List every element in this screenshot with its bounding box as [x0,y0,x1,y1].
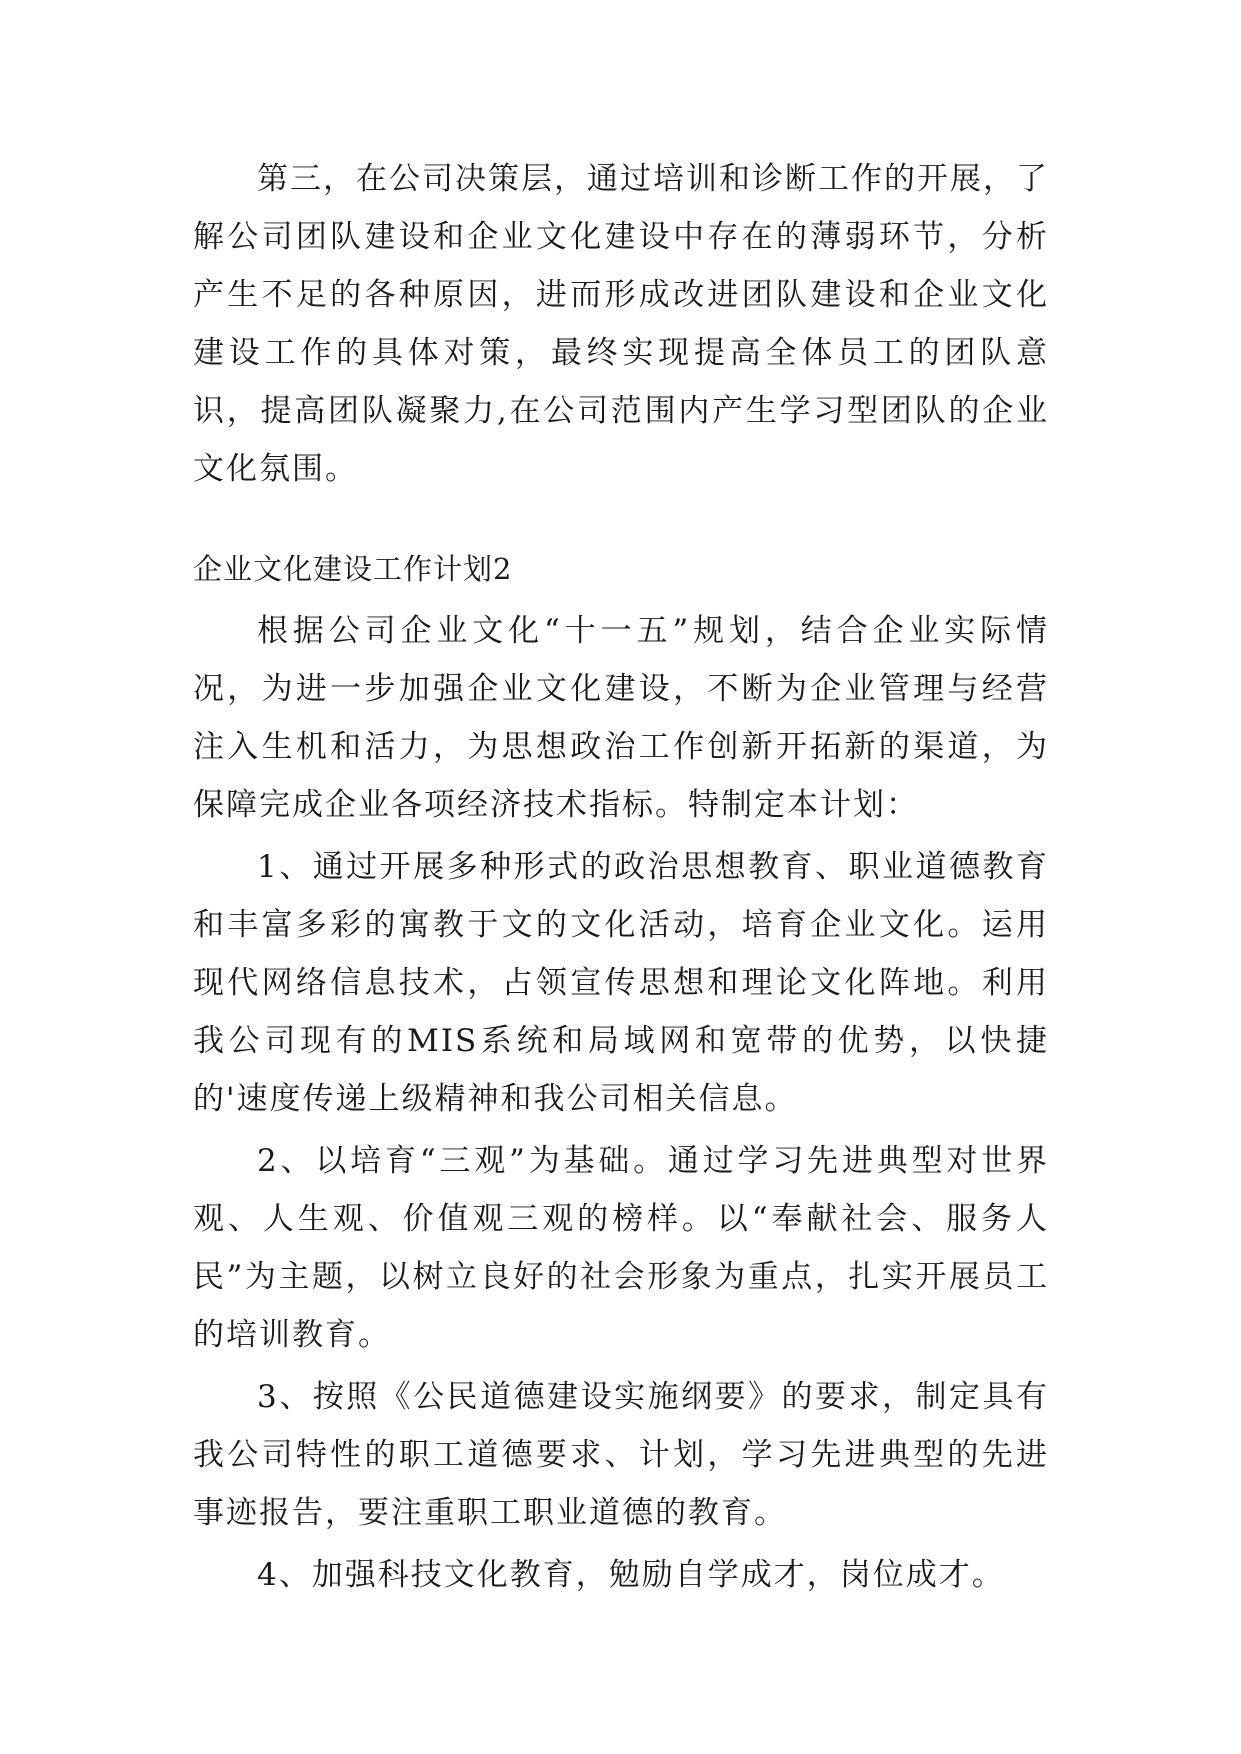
section-heading: 企业文化建设工作计划2 [193,552,513,586]
list-item-1: 1、通过开展多种形式的政治思想教育、职业道德教育和丰富多彩的寓教于文的文化活动，培育企业文化。运用现代网络信息技术，占领宣传思想和理论文化阵地。利用我公司现有的MIS系统和局域网和宽带的优势，以快捷的'速度传递上级精神和我公司相关信息。 [193,849,1049,1117]
paragraph-intro: 根据公司企业文化“十一五”规划，结合企业实际情况，为进一步加强企业文化建设，不断为企业管理与经营注入生机和活力，为思想政治工作创新开拓新的渠道，为保障完成企业各项经济技术指标。特制定本计划： [193,613,1049,823]
document-body [193,150,1049,1604]
paragraph-third-point: 第三，在公司决策层，通过培训和诊断工作的开展，了解公司团队建设和企业文化建设中存在的薄弱环节，分析产生不足的各种原因，进而形成改进团队建设和企业文化建设工作的具体对策，最终实现提高全体员工的团队意识，提高团队凝聚力,在公司范围内产生学习型团队的企业文化氛围。 [193,161,1049,487]
list-item-2: 2、以培育“三观”为基础。通过学习先进典型对世界观、人生观、价值观三观的榜样。以“奉献社会、服务人民”为主题，以树立良好的社会形象为重点，扎实开展员工的培训教育。 [193,1143,1049,1353]
list-item-3: 3、按照《公民道德建设实施纲要》的要求，制定具有我公司特性的职工道德要求、计划，学习先进典型的先进事迹报告，要注重职工职业道德的教育。 [193,1379,1049,1531]
list-item-4: 4、加强科技文化教育，勉励自学成才，岗位成才。 [257,1557,1005,1593]
